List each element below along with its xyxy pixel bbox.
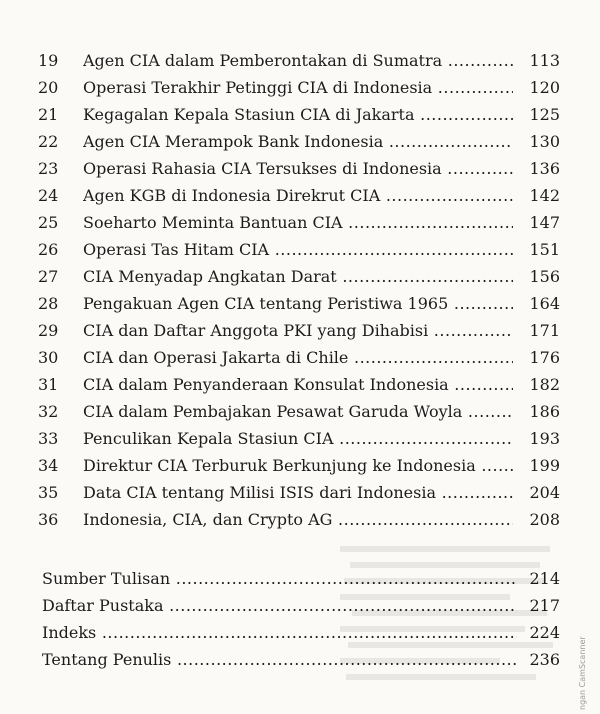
toc-entry-20[interactable]	[0, 75, 600, 101]
toc-entry-29[interactable]	[0, 318, 600, 344]
toc-entry-36[interactable]	[0, 507, 600, 533]
toc-entry-daftar-pustaka[interactable]	[0, 593, 600, 619]
chapter-title: Operasi Rahasia CIA Tersukses di Indonesia .....	[83, 156, 513, 182]
chapter-title: Kegagalan Kepala Stasiun CIA di Jakarta .....	[83, 102, 513, 128]
chapter-title: Indonesia, CIA, dan Crypto AG .....	[83, 507, 513, 533]
toc-entry-33[interactable]	[0, 426, 600, 452]
page-number: 171	[529, 321, 560, 340]
chapter-number: 32	[38, 402, 59, 421]
chapter-title: Operasi Terakhir Petinggi CIA di Indonesia .....	[83, 75, 513, 101]
chapter-number: 22	[38, 132, 59, 151]
toc-entry-tentang-penulis[interactable]	[0, 647, 600, 673]
page-number: 136	[529, 159, 560, 178]
page-number: 236	[529, 650, 560, 669]
page-number: 164	[529, 294, 560, 313]
page-number: 130	[529, 132, 560, 151]
chapter-number: 24	[38, 186, 59, 205]
chapter-title: CIA dalam Penyanderaan Konsulat Indonesia .....	[83, 372, 513, 398]
chapter-number: 26	[38, 240, 59, 259]
chapter-number: 21	[38, 105, 59, 124]
page-number: 142	[529, 186, 560, 205]
chapter-title: Operasi Tas Hitam CIA .....	[83, 237, 513, 263]
back-matter-title: Daftar Pustaka .....	[42, 593, 517, 619]
back-matter-title: Indeks .....	[42, 620, 517, 646]
toc-entry-21[interactable]	[0, 102, 600, 128]
page-number: 156	[529, 267, 560, 286]
toc-entry-32[interactable]	[0, 399, 600, 425]
page-number: 125	[529, 105, 560, 124]
toc-entry-19[interactable]	[0, 48, 600, 74]
toc-entry-sumber-tulisan[interactable]	[0, 566, 600, 592]
page-number: 147	[529, 213, 560, 232]
chapter-number: 28	[38, 294, 59, 313]
chapter-title: Agen CIA dalam Pemberontakan di Sumatra .....	[83, 48, 513, 74]
chapter-number: 30	[38, 348, 59, 367]
page-number: 193	[529, 429, 560, 448]
chapter-number: 27	[38, 267, 59, 286]
chapter-number: 36	[38, 510, 59, 529]
page-number: 120	[529, 78, 560, 97]
toc-entry-indeks[interactable]	[0, 620, 600, 646]
chapter-title: Agen KGB di Indonesia Direkrut CIA .....	[83, 183, 513, 209]
toc-entry-25[interactable]	[0, 210, 600, 236]
chapter-number: 35	[38, 483, 59, 502]
chapter-number: 20	[38, 78, 59, 97]
chapter-number: 31	[38, 375, 59, 394]
chapter-title: CIA dalam Pembajakan Pesawat Garuda Woyla .....	[83, 399, 513, 425]
toc-entry-26[interactable]	[0, 237, 600, 263]
page-number: 182	[529, 375, 560, 394]
toc-entry-28[interactable]	[0, 291, 600, 317]
chapter-title: Data CIA tentang Milisi ISIS dari Indonesia .....	[83, 480, 513, 506]
toc-entry-22[interactable]	[0, 129, 600, 155]
toc-entry-23[interactable]	[0, 156, 600, 182]
chapter-title: Agen CIA Merampok Bank Indonesia .....	[83, 129, 513, 155]
chapter-number: 29	[38, 321, 59, 340]
chapter-title: Penculikan Kepala Stasiun CIA .....	[83, 426, 513, 452]
page-number: 176	[529, 348, 560, 367]
chapter-title: CIA dan Daftar Anggota PKI yang Dihabisi .....	[83, 318, 513, 344]
chapter-number: 19	[38, 51, 59, 70]
chapter-title: Soeharto Meminta Bantuan CIA .....	[83, 210, 513, 236]
back-matter-title: Tentang Penulis .....	[42, 647, 517, 673]
chapter-number: 23	[38, 159, 59, 178]
toc-entry-30[interactable]	[0, 345, 600, 371]
scanner-watermark: ngan CamScanner	[578, 636, 587, 710]
chapter-title: CIA dan Operasi Jakarta di Chile .....	[83, 345, 513, 371]
page-number: 208	[529, 510, 560, 529]
page-number: 204	[529, 483, 560, 502]
toc-entry-31[interactable]	[0, 372, 600, 398]
chapter-number: 33	[38, 429, 59, 448]
toc-entry-27[interactable]	[0, 264, 600, 290]
toc-entry-34[interactable]	[0, 453, 600, 479]
chapter-title: CIA Menyadap Angkatan Darat .....	[83, 264, 513, 290]
back-matter-title: Sumber Tulisan .....	[42, 566, 517, 592]
chapter-title: Direktur CIA Terburuk Berkunjung ke Indonesia .....	[83, 453, 513, 479]
page-number: 224	[529, 623, 560, 642]
toc-entry-35[interactable]	[0, 480, 600, 506]
page-number: 214	[529, 569, 560, 588]
chapter-number: 25	[38, 213, 59, 232]
page-number: 151	[529, 240, 560, 259]
chapter-title: Pengakuan Agen CIA tentang Peristiwa 1965 .....	[83, 291, 513, 317]
chapter-number: 34	[38, 456, 59, 475]
page-number: 199	[529, 456, 560, 475]
toc-entry-24[interactable]	[0, 183, 600, 209]
page-number: 113	[529, 51, 560, 70]
page-number: 217	[529, 596, 560, 615]
page-number: 186	[529, 402, 560, 421]
